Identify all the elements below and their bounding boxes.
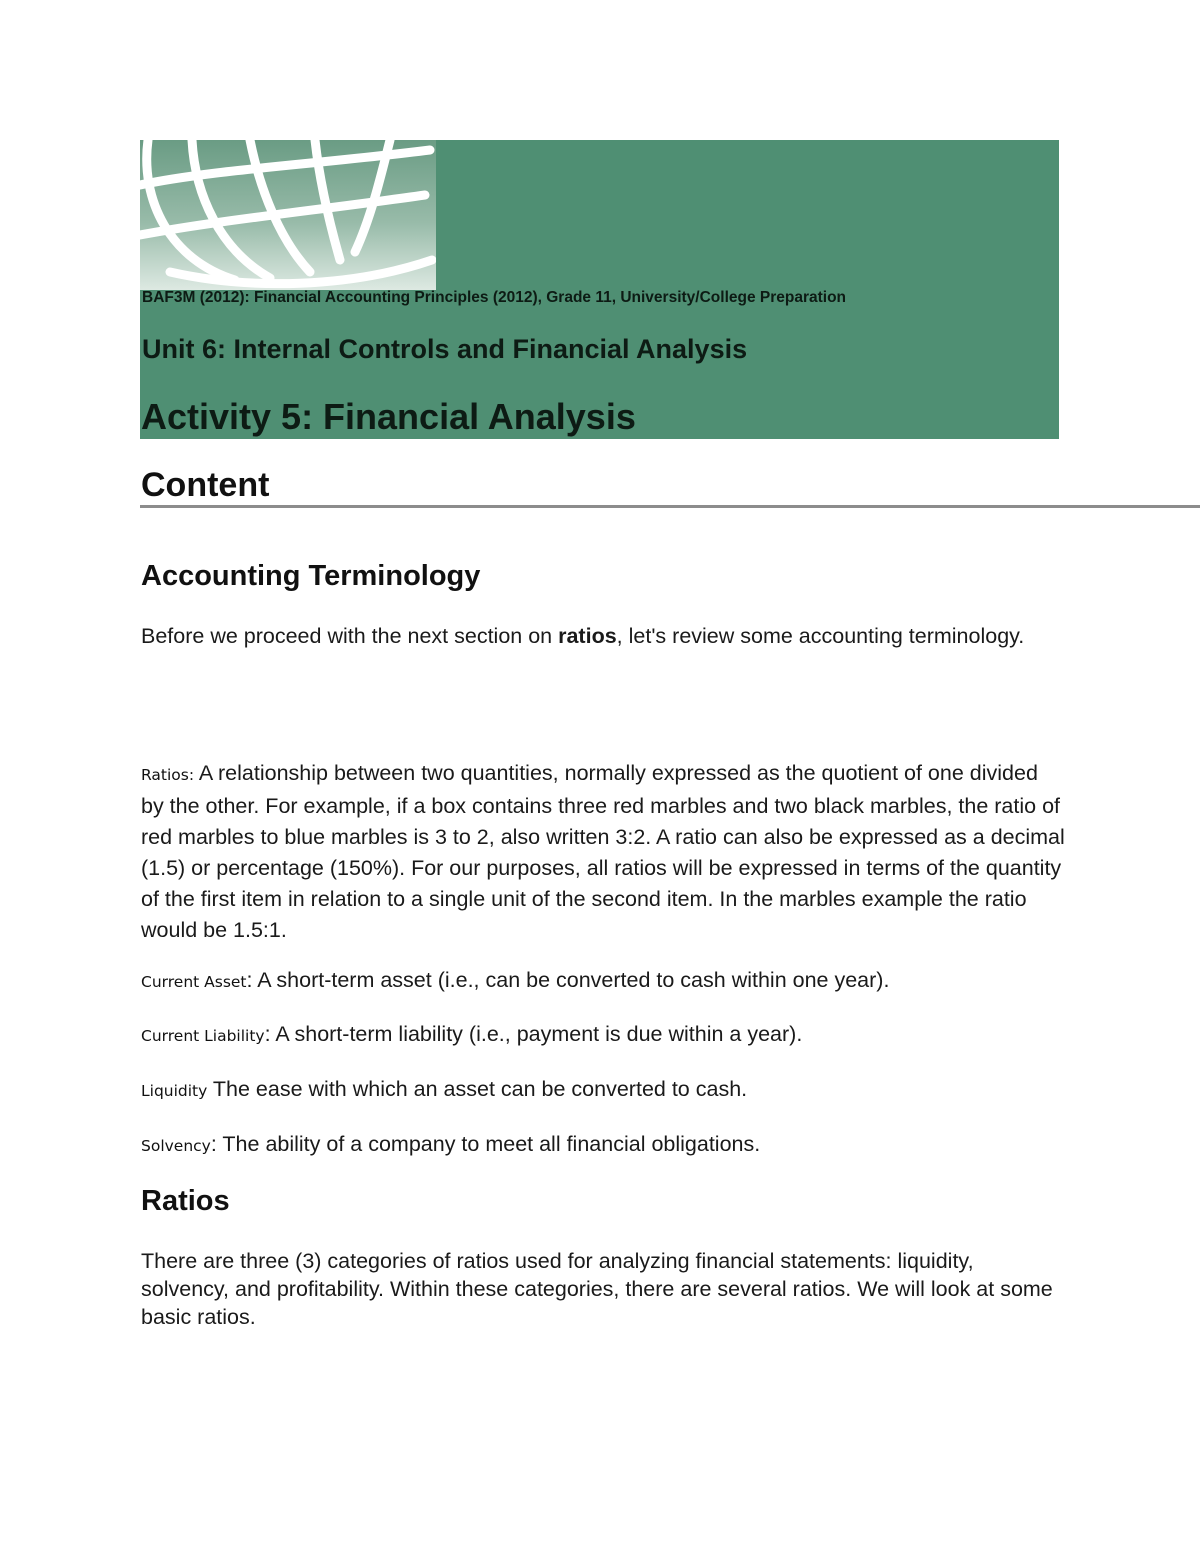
ratios-heading: Ratios <box>141 1185 230 1217</box>
definition-term: Current Asset <box>141 973 247 991</box>
intro-bold-ratios: ratios <box>558 624 617 648</box>
ratios-paragraph: There are three (3) categories of ratios used for analyzing financial statements: liquidity, solvency, and profitability. Within these categories, there are several ratios. We will look at some basic ratios. <box>141 1249 1053 1329</box>
definition-liquidity <box>141 1075 1066 1105</box>
definition-text: : The ability of a company to meet all financial obligations. <box>210 1132 761 1156</box>
accounting-terminology-heading: Accounting Terminology <box>141 560 481 592</box>
definition-text: : A short-term asset (i.e., can be converted to cash within one year). <box>246 968 890 992</box>
content-heading: Content <box>141 466 270 504</box>
header-banner <box>140 140 1059 439</box>
definition-current-asset <box>141 966 1066 996</box>
activity-title: Activity 5: Financial Analysis <box>141 396 636 437</box>
definition-term: Solvency <box>141 1137 211 1155</box>
definition-term: Current Liability <box>141 1027 265 1045</box>
definition-term: Ratios: <box>141 766 195 784</box>
definition-text: : A short-term liability (i.e., payment is due within a year). <box>264 1022 803 1046</box>
terminology-intro <box>141 622 1066 650</box>
intro-text-start: Before we proceed with the next section on <box>141 624 559 648</box>
definition-text: The ease with which an asset can be converted to cash. <box>207 1077 748 1101</box>
intro-text-end: , let's review some accounting terminology. <box>616 624 1025 648</box>
definition-ratios <box>141 758 1066 946</box>
definition-solvency <box>141 1130 1066 1160</box>
globe-grid-logo-icon <box>140 140 436 290</box>
content-divider <box>140 505 1200 508</box>
unit-title: Unit 6: Internal Controls and Financial Analysis <box>142 334 748 364</box>
definition-current-liability <box>141 1020 1066 1050</box>
definition-text: A relationship between two quantities, normally expressed as the quotient of one divided by the other. For example, if a box contains three red marbles and two black marbles, the ratio of red marbles to blue marbles is 3 to 2, also written 3:2. A ratio can also be expressed as a decimal (1.5) or percentage (150%). For our purposes, all ratios will be expressed in terms of the quantity of the first item in relation to a single unit of the second item. In the marbles example the ratio would be 1.5:1. <box>141 761 1065 942</box>
definition-term: Liquidity <box>141 1082 208 1100</box>
course-code-line: BAF3M (2012): Financial Accounting Principles (2012), Grade 11, University/College Preparation <box>142 289 847 306</box>
